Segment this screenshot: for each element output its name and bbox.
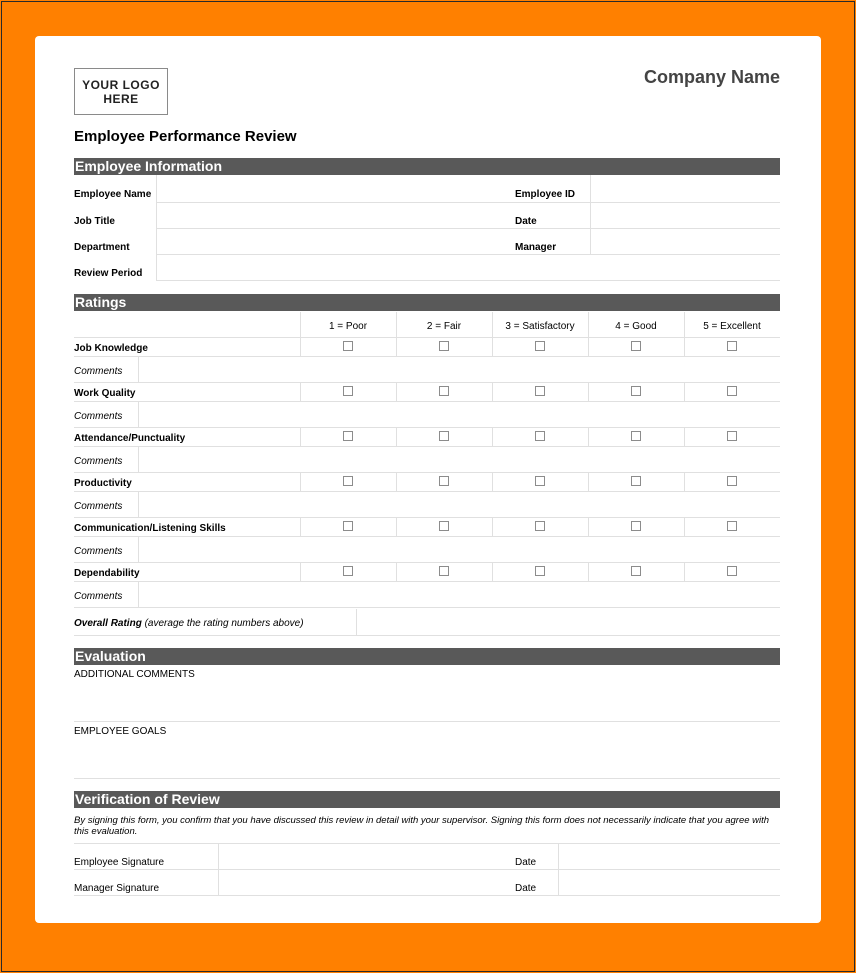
- scale-divider: [492, 312, 493, 337]
- rating-divider: [684, 517, 685, 536]
- rating-checkbox[interactable]: [343, 476, 353, 486]
- manager-label: Manager: [515, 242, 557, 253]
- comments-field[interactable]: [139, 582, 780, 607]
- rating-checkbox[interactable]: [631, 341, 641, 351]
- criterion-label: Communication/Listening Skills: [74, 523, 226, 534]
- manager-signature-field[interactable]: [219, 870, 515, 895]
- manager-signature-date-field[interactable]: [559, 870, 780, 895]
- rating-checkbox[interactable]: [439, 521, 449, 531]
- comments-field[interactable]: [139, 402, 780, 427]
- rating-divider: [300, 382, 301, 401]
- employee-signature-date-label: Date: [515, 857, 537, 868]
- rating-checkbox[interactable]: [535, 476, 545, 486]
- rating-checkbox[interactable]: [535, 431, 545, 441]
- overall-rating-field[interactable]: [357, 610, 780, 635]
- manager-signature-date-label: Date: [515, 883, 537, 894]
- date-field[interactable]: [591, 203, 780, 228]
- comments-label: Comments: [74, 411, 123, 422]
- department-field[interactable]: [157, 229, 590, 254]
- rating-divider: [588, 427, 589, 446]
- criterion-label: Productivity: [74, 478, 132, 489]
- criterion-label: Dependability: [74, 568, 140, 579]
- department-label: Department: [74, 242, 130, 253]
- rating-checkbox[interactable]: [535, 566, 545, 576]
- rating-divider: [588, 517, 589, 536]
- rating-divider: [588, 562, 589, 581]
- comments-field[interactable]: [139, 357, 780, 382]
- scale-good: 4 = Good: [615, 321, 657, 332]
- row-divider: [74, 607, 780, 608]
- scale-divider: [300, 312, 301, 337]
- rating-divider: [492, 472, 493, 491]
- rating-divider: [300, 562, 301, 581]
- rating-divider: [396, 562, 397, 581]
- rating-divider: [588, 382, 589, 401]
- overall-rating-title: Overall Rating: [74, 618, 142, 629]
- rating-checkbox[interactable]: [631, 431, 641, 441]
- rating-checkbox[interactable]: [439, 431, 449, 441]
- employee-goals-field[interactable]: [74, 738, 780, 778]
- section-evaluation: Evaluation: [74, 648, 780, 665]
- employee-signature-date-field[interactable]: [559, 844, 780, 869]
- rating-divider: [684, 562, 685, 581]
- comments-label: Comments: [74, 591, 123, 602]
- row-divider: [74, 382, 780, 383]
- row-divider: [74, 427, 780, 428]
- rating-divider: [684, 472, 685, 491]
- rating-checkbox[interactable]: [535, 521, 545, 531]
- scale-poor: 1 = Poor: [328, 321, 368, 332]
- rating-checkbox[interactable]: [631, 521, 641, 531]
- scale-fair: 2 = Fair: [426, 321, 462, 332]
- form-page: [35, 36, 821, 923]
- rating-divider: [396, 517, 397, 536]
- criterion-label: Job Knowledge: [74, 343, 148, 354]
- row-divider: [74, 562, 780, 563]
- comments-label: Comments: [74, 546, 123, 557]
- company-name: Company Name: [643, 67, 780, 87]
- scale-divider: [684, 312, 685, 337]
- rating-divider: [396, 472, 397, 491]
- overall-rating-label: [74, 618, 304, 629]
- logo-placeholder: YOUR LOGO HERE: [74, 68, 168, 115]
- rating-checkbox[interactable]: [439, 566, 449, 576]
- rating-checkbox[interactable]: [343, 341, 353, 351]
- rating-divider: [300, 517, 301, 536]
- additional-comments-field[interactable]: [74, 681, 780, 721]
- job-title-label: Job Title: [74, 216, 115, 227]
- employee-id-label: Employee ID: [515, 189, 576, 200]
- rating-checkbox[interactable]: [727, 386, 737, 396]
- rating-divider: [684, 382, 685, 401]
- rating-checkbox[interactable]: [439, 341, 449, 351]
- employee-signature-label: Employee Signature: [74, 857, 165, 868]
- form-title: Employee Performance Review: [74, 128, 297, 145]
- rating-divider: [396, 382, 397, 401]
- rating-checkbox[interactable]: [631, 386, 641, 396]
- rating-checkbox[interactable]: [727, 476, 737, 486]
- rating-divider: [300, 427, 301, 446]
- comments-label: Comments: [74, 366, 123, 377]
- rating-checkbox[interactable]: [631, 476, 641, 486]
- rating-checkbox[interactable]: [535, 386, 545, 396]
- criterion-label: Work Quality: [74, 388, 136, 399]
- rating-divider: [492, 427, 493, 446]
- rating-divider: [492, 382, 493, 401]
- additional-comments-label: ADDITIONAL COMMENTS: [74, 669, 195, 680]
- section-ratings: Ratings: [74, 294, 780, 311]
- manager-signature-label: Manager Signature: [74, 883, 160, 894]
- review-period-field[interactable]: [157, 255, 780, 280]
- rating-checkbox[interactable]: [727, 341, 737, 351]
- rating-checkbox[interactable]: [535, 341, 545, 351]
- rating-checkbox[interactable]: [343, 431, 353, 441]
- rating-divider: [684, 427, 685, 446]
- rating-divider: [588, 337, 589, 356]
- rating-divider: [492, 562, 493, 581]
- row-divider: [74, 472, 780, 473]
- rating-divider: [396, 427, 397, 446]
- manager-field[interactable]: [591, 229, 780, 254]
- rating-divider: [492, 517, 493, 536]
- rating-divider: [492, 337, 493, 356]
- rating-checkbox[interactable]: [343, 386, 353, 396]
- rating-checkbox[interactable]: [343, 566, 353, 576]
- section-employee-information: Employee Information: [74, 158, 780, 175]
- rating-checkbox[interactable]: [727, 566, 737, 576]
- date-label: Date: [515, 216, 537, 227]
- rating-checkbox[interactable]: [727, 431, 737, 441]
- scale-divider: [588, 312, 589, 337]
- comments-label: Comments: [74, 501, 123, 512]
- rating-divider: [684, 337, 685, 356]
- scale-divider: [396, 312, 397, 337]
- section-verification: Verification of Review: [74, 791, 780, 808]
- rating-checkbox[interactable]: [439, 476, 449, 486]
- row-divider: [74, 517, 780, 518]
- rating-divider: [588, 472, 589, 491]
- overall-rating-note: (average the rating numbers above): [144, 618, 304, 629]
- rating-divider: [396, 337, 397, 356]
- job-title-field[interactable]: [157, 203, 590, 228]
- rating-checkbox[interactable]: [631, 566, 641, 576]
- employee-name-field[interactable]: [157, 176, 590, 202]
- employee-name-label: Employee Name: [74, 189, 152, 200]
- comments-field[interactable]: [139, 447, 780, 472]
- scale-satisfactory: 3 = Satisfactory: [505, 321, 575, 332]
- rating-checkbox[interactable]: [439, 386, 449, 396]
- rating-divider: [300, 472, 301, 491]
- comments-field[interactable]: [139, 537, 780, 562]
- verification-statement: By signing this form, you confirm that you have discussed this review in detail with your supervisor. Signing this form does not necessarily indicate that you agree with this evaluation.: [74, 815, 770, 837]
- comments-field[interactable]: [139, 492, 780, 517]
- employee-id-field[interactable]: [591, 176, 780, 202]
- review-period-label: Review Period: [74, 268, 143, 279]
- rating-divider: [300, 337, 301, 356]
- rating-checkbox[interactable]: [727, 521, 737, 531]
- employee-goals-label: EMPLOYEE GOALS: [74, 726, 167, 737]
- rating-checkbox[interactable]: [343, 521, 353, 531]
- comments-label: Comments: [74, 456, 123, 467]
- scale-excellent: 5 = Excellent: [703, 321, 761, 332]
- criterion-label: Attendance/Punctuality: [74, 433, 186, 444]
- employee-signature-field[interactable]: [219, 844, 515, 869]
